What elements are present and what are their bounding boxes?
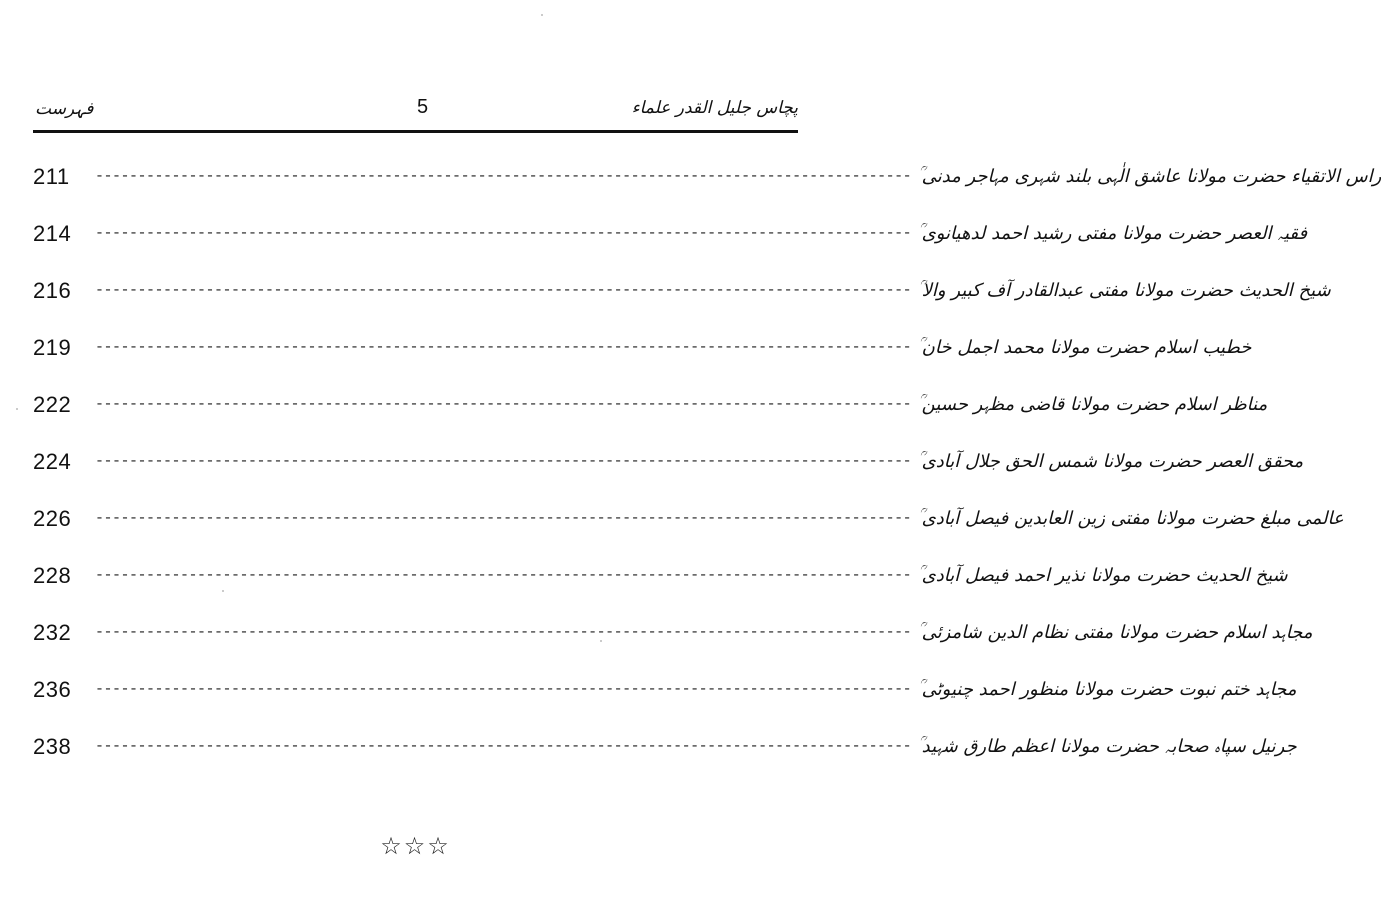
toc-leader: ------------------------------------------------------------------------------------------------ bbox=[95, 624, 912, 641]
toc-page-number: 222 bbox=[33, 391, 72, 417]
toc-entry bbox=[33, 718, 1297, 775]
toc-leader: ------------------------------------------------------------------------------------------------ bbox=[95, 681, 912, 698]
toc-title: مناظر اسلام حضرت مولانا قاضی مظہر حسین ؒ bbox=[917, 394, 1268, 415]
toc-title: محقق العصر حضرت مولانا شمس الحق جلال آبادی ؒ bbox=[917, 451, 1304, 472]
toc-title: مجاہد ختم نبوت حضرت مولانا منظور احمد چنیوٹی ؒ bbox=[917, 679, 1297, 700]
toc-title: راس الاتقیاء حضرت مولانا عاشق الٰہی بلند شہری مہاجر مدنی ؒ bbox=[917, 166, 1381, 187]
toc-title: مجاہد اسلام حضرت مولانا مفتی نظام الدین شامزئی ؒ bbox=[917, 622, 1313, 643]
toc-page-number: 216 bbox=[33, 277, 72, 303]
toc-leader: ------------------------------------------------------------------------------------------------ bbox=[95, 453, 912, 470]
toc-entry bbox=[33, 547, 1288, 604]
toc-page-number: 226 bbox=[33, 505, 72, 531]
toc-leader: ------------------------------------------------------------------------------------------------ bbox=[95, 510, 912, 527]
toc-page-number: 232 bbox=[33, 619, 72, 645]
toc-title: فقیہ العصر حضرت مولانا مفتی رشید احمد لدھیانوی ؒ bbox=[917, 223, 1308, 244]
toc-title: شیخ الحدیث حضرت مولانا مفتی عبدالقادر آف کبیر والا ؒ bbox=[917, 280, 1331, 301]
toc-leader: ------------------------------------------------------------------------------------------------ bbox=[95, 282, 912, 299]
header-page-number: 5 bbox=[417, 96, 429, 118]
toc-leader: ------------------------------------------------------------------------------------------------ bbox=[95, 339, 912, 356]
toc-page-number: 228 bbox=[33, 562, 72, 588]
toc-entry bbox=[33, 319, 1252, 376]
toc-leader: ------------------------------------------------------------------------------------------------ bbox=[95, 225, 912, 242]
toc-leader: ------------------------------------------------------------------------------------------------ bbox=[95, 738, 912, 755]
toc-page-number: 236 bbox=[33, 676, 72, 702]
toc-entry bbox=[33, 490, 1344, 547]
toc-entry bbox=[33, 262, 1331, 319]
toc-entry bbox=[33, 376, 1268, 433]
header-book-title: پچاس جلیل القدر علماء bbox=[631, 98, 798, 118]
toc-title: شیخ الحدیث حضرت مولانا نذیر احمد فیصل آبادی ؒ bbox=[917, 565, 1288, 586]
toc-leader: ------------------------------------------------------------------------------------------------ bbox=[95, 567, 912, 584]
toc-entry bbox=[33, 205, 1308, 262]
page-header bbox=[35, 92, 798, 128]
header-section-title: فہرست bbox=[35, 99, 94, 119]
toc-entry bbox=[33, 661, 1297, 718]
toc-leader: ------------------------------------------------------------------------------------------------ bbox=[95, 168, 912, 185]
toc-title: خطیب اسلام حضرت مولانا محمد اجمل خان ؒ bbox=[917, 337, 1252, 358]
toc-entry bbox=[33, 433, 1304, 490]
header-divider bbox=[33, 130, 798, 133]
table-of-contents bbox=[33, 148, 1381, 775]
toc-page-number: 238 bbox=[33, 733, 72, 759]
toc-title: جرنیل سپاہ صحابہ حضرت مولانا اعظم طارق شہید ؒ bbox=[917, 736, 1297, 757]
toc-entry bbox=[33, 148, 1381, 205]
toc-entry bbox=[33, 604, 1313, 661]
toc-title: عالمی مبلغ حضرت مولانا مفتی زین العابدین فیصل آبادی ؒ bbox=[917, 508, 1344, 529]
toc-leader: ------------------------------------------------------------------------------------------------ bbox=[95, 396, 912, 413]
scan-speck bbox=[541, 14, 543, 16]
toc-page-number: 219 bbox=[33, 334, 72, 360]
toc-page-number: 211 bbox=[33, 163, 70, 189]
toc-page-number: 214 bbox=[33, 220, 72, 246]
section-end-ornament: ☆☆☆ bbox=[380, 832, 451, 860]
toc-page-number: 224 bbox=[33, 448, 72, 474]
scan-speck bbox=[16, 408, 18, 410]
